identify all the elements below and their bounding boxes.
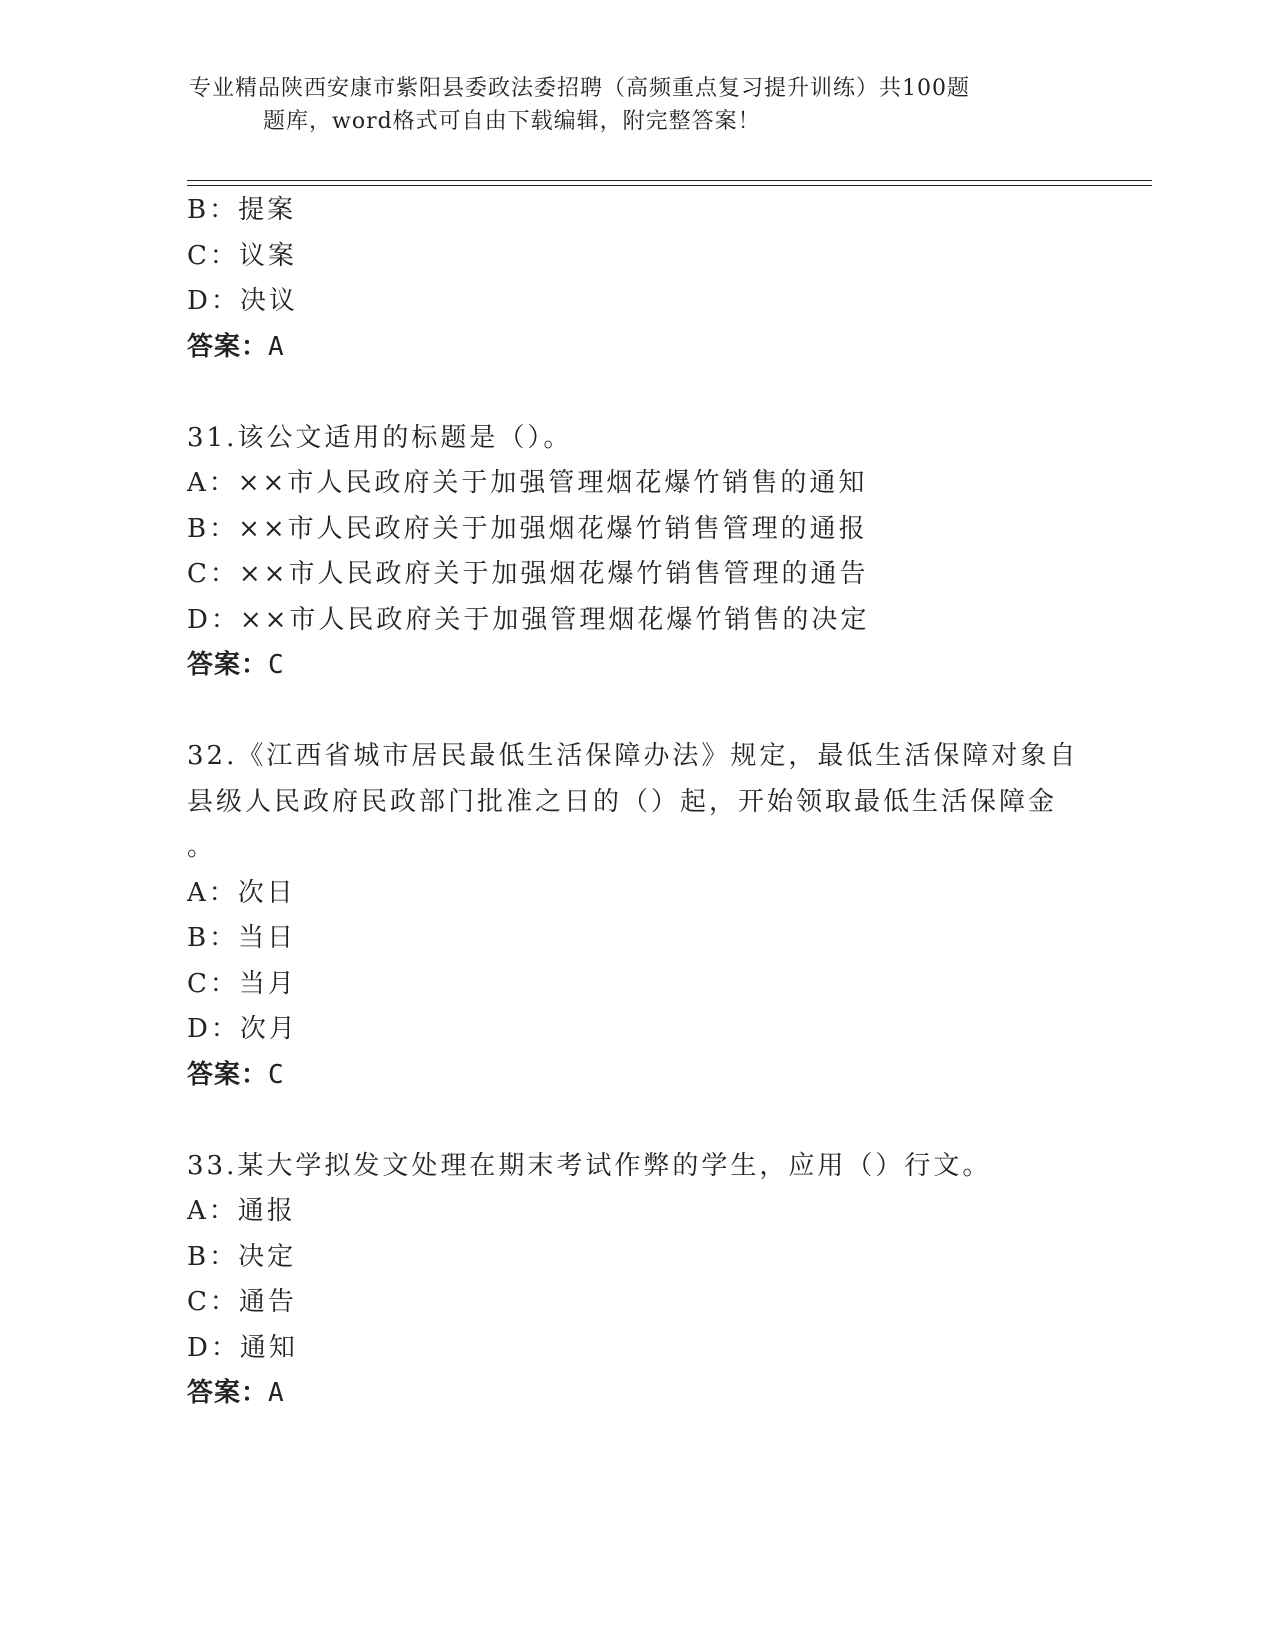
spacer bbox=[187, 689, 1077, 735]
answer-line bbox=[187, 1371, 1077, 1417]
question-31 bbox=[187, 416, 1077, 689]
option-d: D：决议 bbox=[187, 286, 298, 316]
answer-line bbox=[187, 1053, 1077, 1099]
answer-value: A bbox=[268, 331, 285, 362]
spacer bbox=[187, 370, 1077, 416]
answer-value: C bbox=[268, 650, 285, 680]
question-32 bbox=[187, 734, 1077, 1098]
option-b: B：当日 bbox=[187, 923, 297, 953]
document-header bbox=[189, 72, 1069, 138]
option-c: C：议案 bbox=[187, 240, 297, 271]
option-d: D：通知 bbox=[187, 1332, 298, 1363]
header-rule-top bbox=[187, 180, 1152, 181]
option-d: D：××市人民政府关于加强管理烟花爆竹销售的决定 bbox=[187, 604, 870, 635]
option-c: C：通告 bbox=[187, 1287, 297, 1317]
question-stem-line1: 32.《江西省城市居民最低生活保障办法》规定，最低生活保障对象自 bbox=[187, 741, 1079, 771]
option-a: A：××市人民政府关于加强管理烟花爆竹销售的通知 bbox=[187, 468, 868, 498]
answer-value: C bbox=[268, 1059, 285, 1090]
question-stem-line3: 。 bbox=[187, 832, 217, 862]
question-30-continued bbox=[187, 188, 1077, 370]
option-c: C：当月 bbox=[187, 968, 297, 999]
question-33 bbox=[187, 1144, 1077, 1417]
question-stem-line2: 县级人民政府民政部门批准之日的（）起，开始领取最低生活保障金 bbox=[187, 786, 1058, 817]
option-c: C：××市人民政府关于加强烟花爆竹销售管理的通告 bbox=[187, 559, 869, 589]
option-a: A：次日 bbox=[187, 877, 296, 908]
option-b: B：决定 bbox=[187, 1241, 297, 1272]
option-d: D：次月 bbox=[187, 1014, 298, 1044]
option-a: A：通报 bbox=[187, 1196, 296, 1226]
answer-label: 答案： bbox=[187, 1059, 269, 1090]
spacer bbox=[187, 1098, 1077, 1144]
question-stem: 31.该公文适用的标题是（）。 bbox=[187, 422, 573, 453]
answer-line bbox=[187, 643, 1077, 689]
option-b: B：提案 bbox=[187, 195, 297, 225]
answer-label: 答案： bbox=[187, 650, 269, 680]
header-rule-bottom bbox=[187, 185, 1152, 186]
answer-label: 答案： bbox=[187, 331, 269, 362]
question-stem: 33.某大学拟发文处理在期末考试作弊的学生，应用（）行文。 bbox=[187, 1150, 992, 1181]
answer-value: A bbox=[268, 1378, 285, 1408]
option-b: B：××市人民政府关于加强烟花爆竹销售管理的通报 bbox=[187, 513, 868, 544]
answer-line bbox=[187, 325, 1077, 371]
header-title-line1: 专业精品陕西安康市紫阳县委政法委招聘（高频重点复习提升训练）共100题 bbox=[189, 76, 970, 101]
question-content bbox=[187, 188, 1077, 1417]
answer-label: 答案： bbox=[187, 1378, 269, 1408]
header-title-line2: 题库，word格式可自由下载编辑，附完整答案！ bbox=[263, 109, 761, 134]
